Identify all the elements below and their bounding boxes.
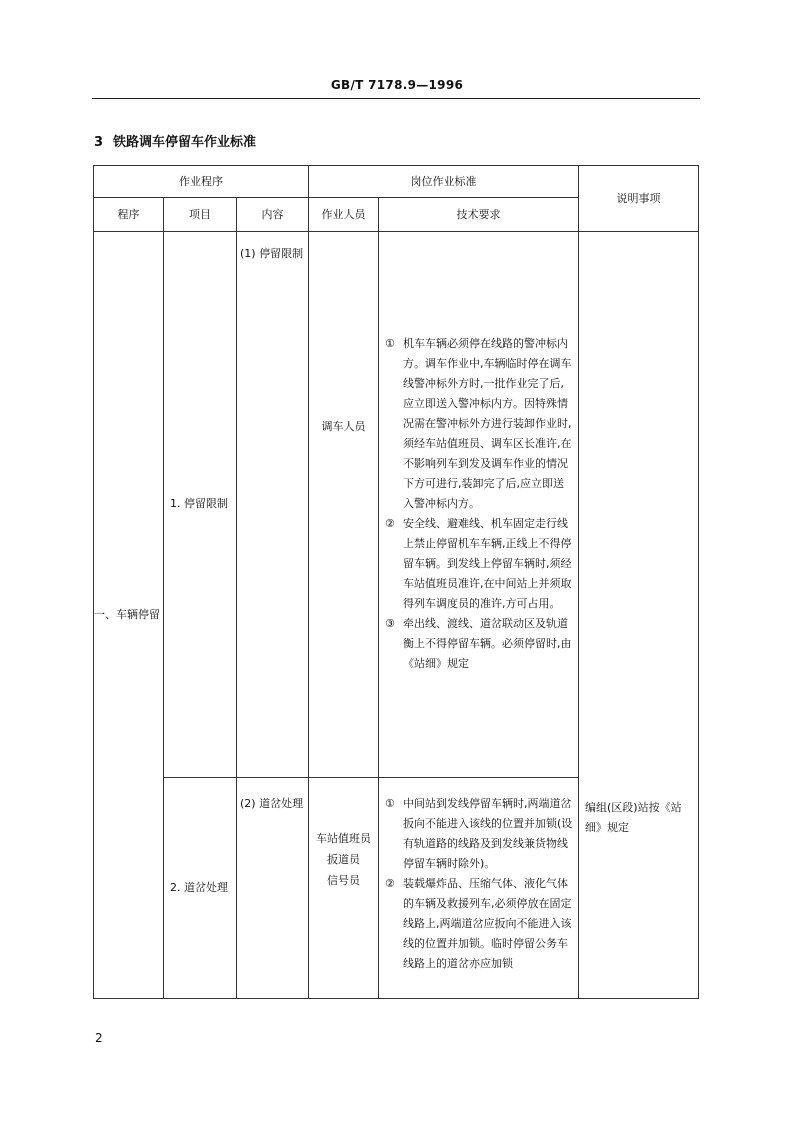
section-title-text: 铁路调车停留车作业标准 bbox=[113, 135, 257, 150]
requirement-marker: ② bbox=[385, 876, 395, 890]
item-cell: 1. 停留限制 bbox=[164, 232, 237, 778]
content-cell: (1) 停留限制 bbox=[237, 232, 309, 778]
requirement-text: 中间站到发线停留车辆时,两端道岔扳向不能进入该线的位置并加锁(设有轨道路的线路及到发线兼货物线停留车辆时除外)。 bbox=[403, 796, 573, 870]
tech-requirements-cell bbox=[379, 777, 579, 998]
requirement-text: 牵出线、渡线、道岔联动区及轨道衡上不得停留车辆。必须停留时,由《站细》规定 bbox=[403, 617, 572, 671]
requirement-marker: ① bbox=[385, 796, 395, 810]
header-post-standard: 岗位作业标准 bbox=[309, 166, 579, 198]
header-divider bbox=[92, 98, 700, 99]
requirement-item bbox=[385, 874, 574, 974]
staff-name: 信号员 bbox=[327, 873, 360, 887]
requirement-item bbox=[385, 334, 574, 514]
requirement-marker: ② bbox=[385, 517, 395, 531]
standard-code-header: GB/T 7178.9—1996 bbox=[330, 78, 464, 92]
requirement-item bbox=[385, 794, 574, 874]
section-title bbox=[94, 131, 256, 150]
staff-cell bbox=[309, 777, 379, 998]
table-group-header-row bbox=[94, 166, 699, 198]
requirement-text: 机车车辆必须停在线路的警冲标内方。调车作业中,车辆临时停在调车线警冲标外方时,一批作业完了后,应立即送入警冲标内方。因特殊情况需在警冲标外方进行装卸作业时,须经车站值班员、调车区长准许,在不影响列车到发及调车作业的情况下方可进行,装卸完了后,应立即送入警冲标内方。 bbox=[403, 337, 572, 511]
item-cell: 2. 道岔处理 bbox=[164, 777, 237, 998]
header-staff: 作业人员 bbox=[309, 198, 379, 232]
staff-cell bbox=[309, 232, 379, 778]
header-content: 内容 bbox=[237, 198, 309, 232]
staff-name: 调车人员 bbox=[321, 420, 366, 434]
tech-requirements-cell bbox=[379, 232, 579, 778]
requirement-marker: ③ bbox=[385, 617, 395, 631]
requirement-text: 装载爆炸品、压缩气体、液化气体的车辆及救援列车,必须停放在固定线路上,两端道岔应扳向不能进入该线的位置并加锁。临时停留公务车线路上的道岔亦应加锁 bbox=[403, 876, 572, 970]
header-sequence: 程序 bbox=[94, 198, 164, 232]
header-notes: 说明事项 bbox=[579, 166, 699, 232]
header-procedure: 作业程序 bbox=[94, 166, 309, 198]
header-item: 项目 bbox=[164, 198, 237, 232]
page-number: 2 bbox=[95, 1031, 103, 1045]
requirement-item bbox=[385, 614, 574, 674]
staff-name: 车站值班员 bbox=[316, 831, 371, 845]
operation-standard-table bbox=[93, 165, 699, 999]
content-cell: (2) 道岔处理 bbox=[237, 777, 309, 998]
requirement-text: 安全线、避难线、机车固定走行线上禁止停留机车车辆,正线上不得停留车辆。到发线上停留车辆时,须经车站值班员准许,在中间站上并须取得列车调度员的准许,方可占用。 bbox=[403, 517, 572, 611]
section-number: 3 bbox=[94, 135, 104, 150]
requirement-marker: ① bbox=[385, 337, 395, 351]
notes-cell: 编组(区段)站按《站细》规定 bbox=[579, 232, 699, 999]
header-tech: 技术要求 bbox=[379, 198, 579, 232]
requirement-item bbox=[385, 514, 574, 614]
program-cell: 一、车辆停留 bbox=[94, 232, 164, 999]
table-row bbox=[94, 232, 699, 778]
staff-name: 扳道员 bbox=[327, 852, 360, 866]
